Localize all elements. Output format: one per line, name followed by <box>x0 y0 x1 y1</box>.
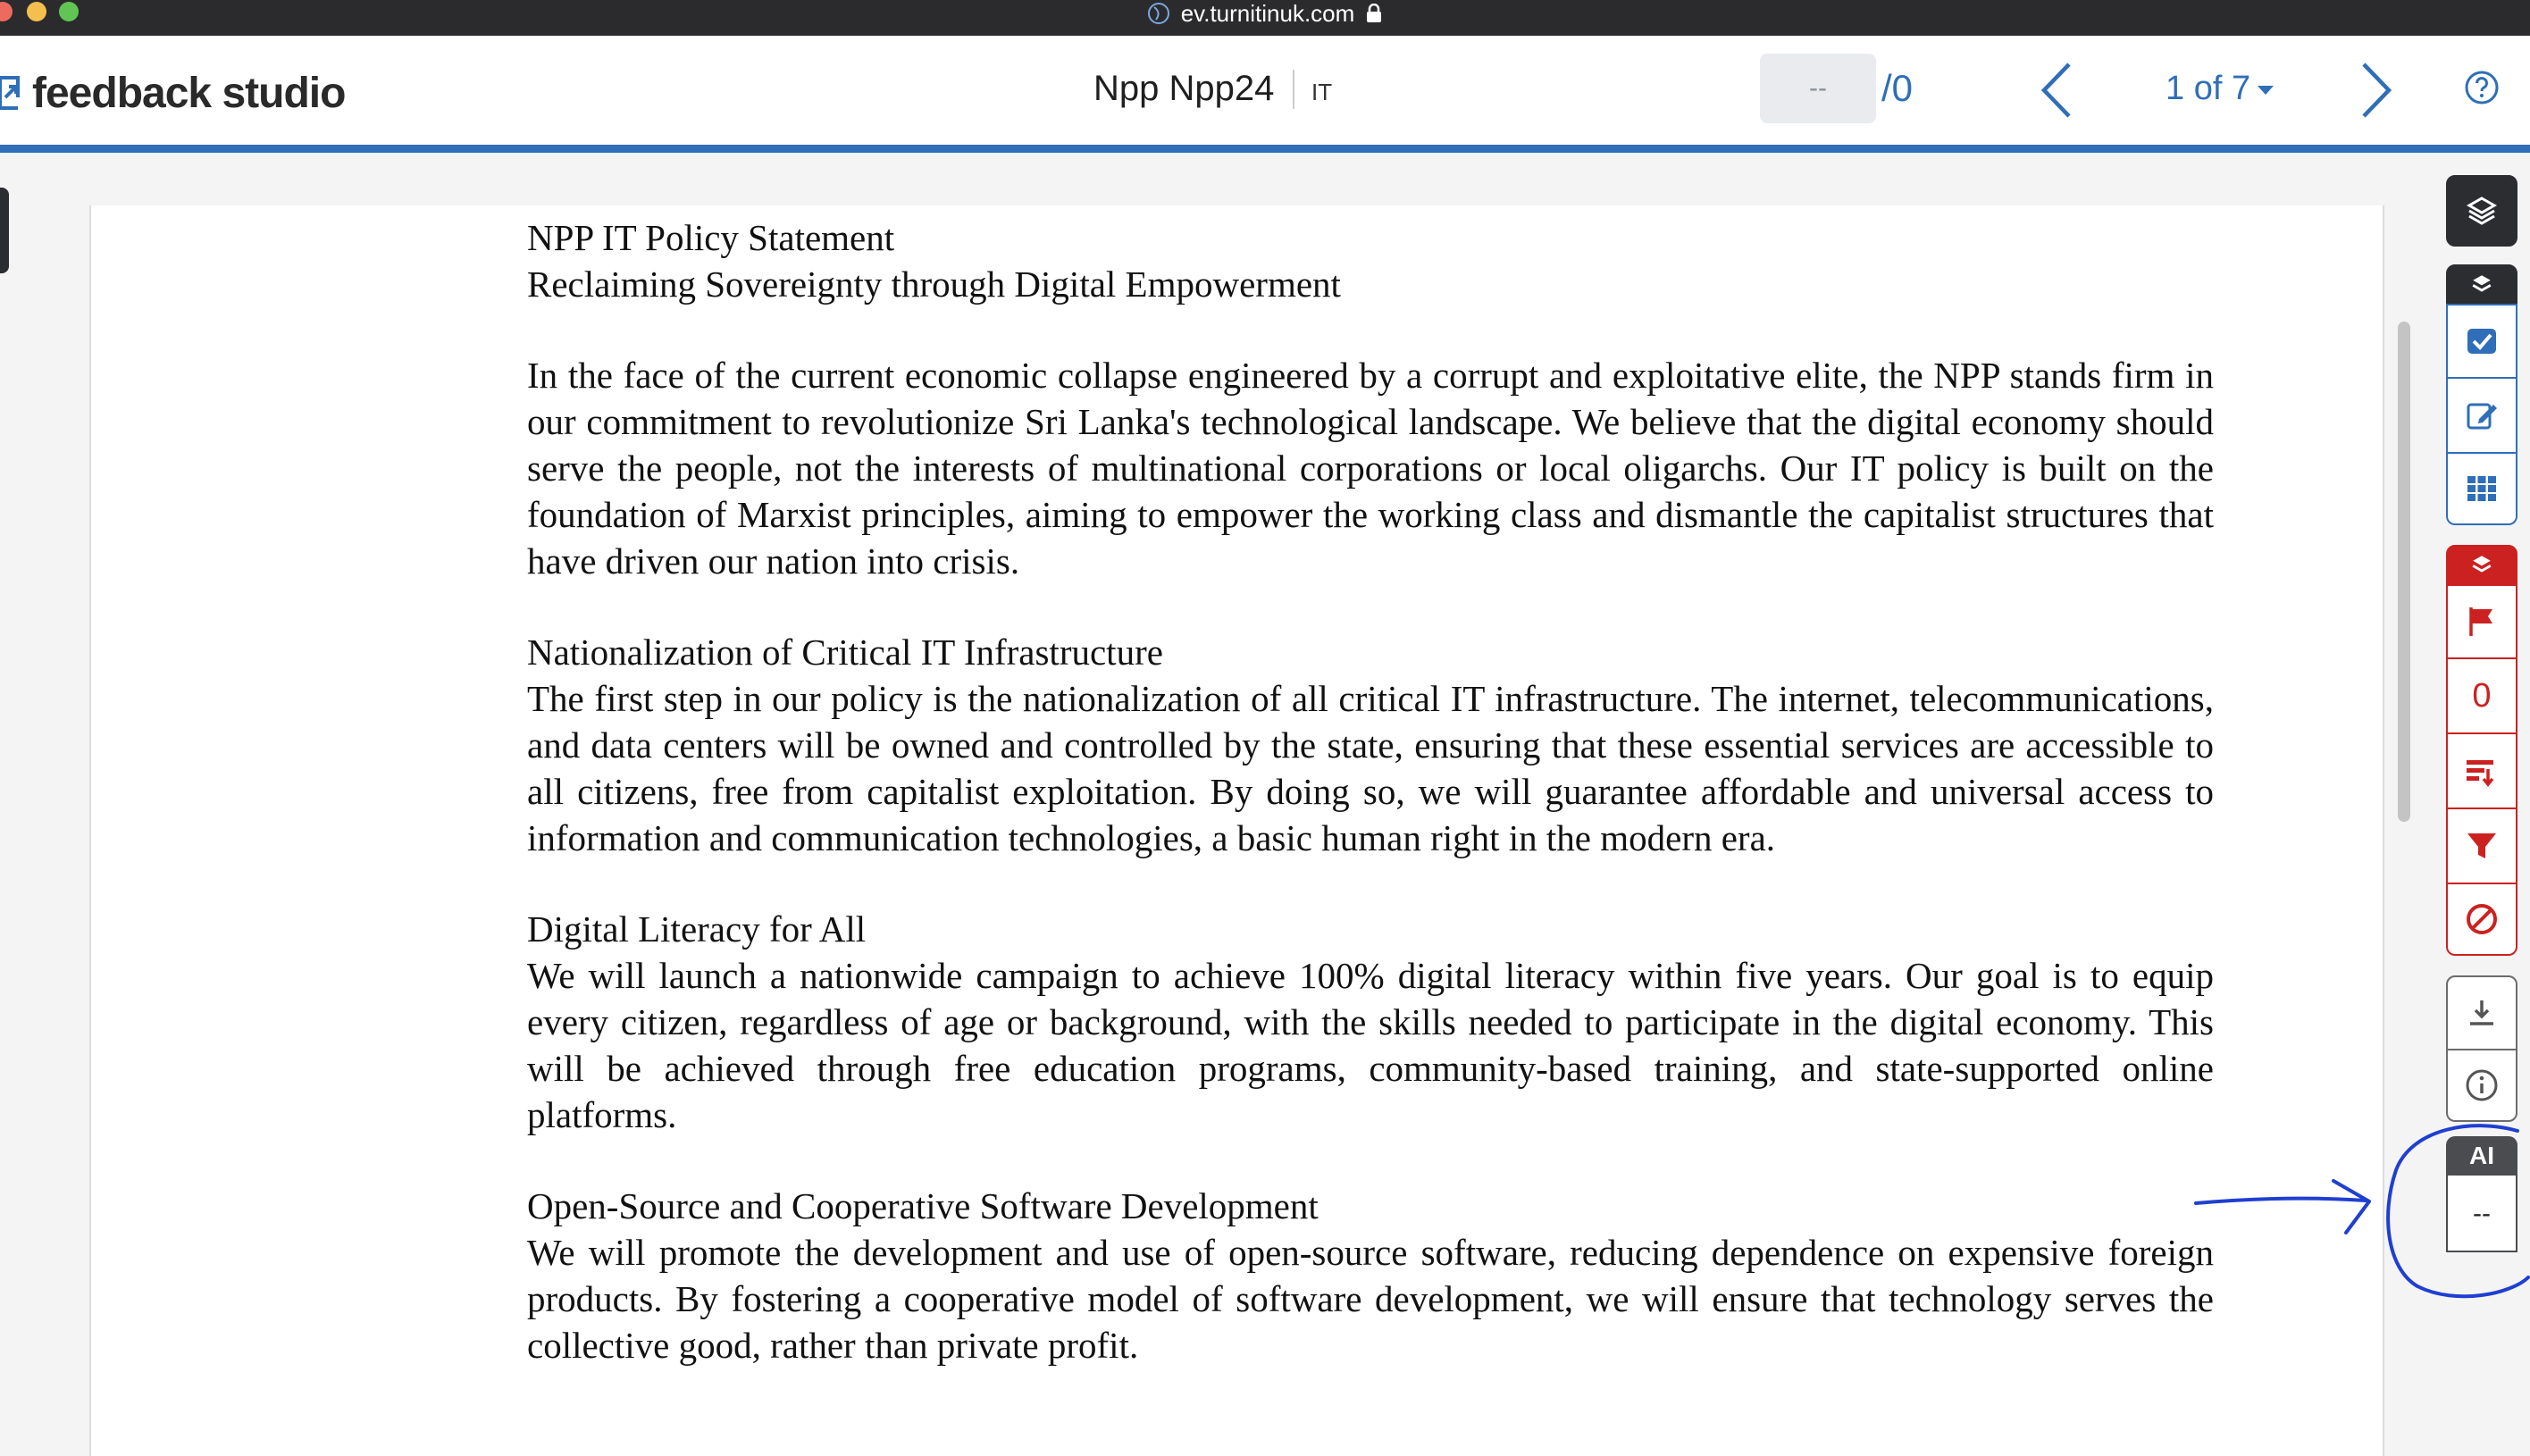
ai-writing-label[interactable]: AI <box>2446 1136 2517 1176</box>
chevron-down-icon <box>2258 86 2274 95</box>
logo-mark-icon <box>0 71 27 115</box>
next-paper-chevron-right-icon[interactable] <box>2357 59 2396 121</box>
excluded-sources-button[interactable] <box>2446 884 2517 956</box>
intro-paragraph: In the face of the current economic collapse engineered by a corrupt and exploitative elite, the NPP stands firm in our commitment to revolutionize Sri Lanka's technological landscape. We believe that the digital economy should serve the people, not the interests of multinational corporations or local oligarchs. Our IT policy is built on the foundation of Marxist principles, aiming to empower the working class and dismantle the capitalist structures that have driven our nation into crisis. <box>527 355 2214 582</box>
section-title: Open-Source and Cooperative Software Development <box>527 1185 1319 1226</box>
edit-icon <box>2464 397 2500 433</box>
grading-check-button[interactable] <box>2446 304 2517 379</box>
section-title: Nationalization of Critical IT Infrastructure <box>527 632 1163 673</box>
title-divider <box>1293 70 1294 109</box>
feedback-studio-logo[interactable] <box>0 66 345 120</box>
similarity-layer-header <box>2446 545 2517 584</box>
browser-title-bar <box>0 0 2530 36</box>
grading-layer-header <box>2446 264 2517 304</box>
grade-total: /0 <box>1881 67 1914 109</box>
document-subheading: Reclaiming Sovereignty through Digital Empowerment <box>527 264 1341 305</box>
address-bar[interactable] <box>0 0 2530 27</box>
previous-paper-chevron-left-icon[interactable] <box>2037 59 2076 121</box>
flag-icon <box>2464 604 2500 640</box>
scrollbar-thumb[interactable] <box>2398 322 2410 822</box>
flags-button[interactable] <box>2446 584 2517 659</box>
similarity-count-button[interactable] <box>2446 659 2517 734</box>
filter-button[interactable] <box>2446 809 2517 884</box>
similarity-count: 0 <box>2472 676 2492 715</box>
grid-icon <box>2464 471 2500 506</box>
paper-selector-label: 1 of 7 <box>2166 70 2251 107</box>
layers-icon <box>2464 193 2500 229</box>
lock-icon <box>1365 4 1383 23</box>
section-body: We will launch a nationwide campaign to achieve 100% digital literacy within five years. Our goal is to equip every citizen, regardless of age or background, with the skills needed to participate in the digital economy. This will be achieved through free education programs, community-based training, and state-supported online platforms. <box>527 955 2214 1135</box>
document-title: Npp Npp24 <box>1093 69 1275 108</box>
left-panel-toggle[interactable] <box>0 188 9 273</box>
help-icon[interactable] <box>2464 70 2500 105</box>
site-icon <box>1147 2 1170 25</box>
ai-writing-score[interactable]: -- <box>2446 1176 2517 1252</box>
document-heading: NPP IT Policy Statement <box>527 217 895 258</box>
prohibited-icon <box>2464 901 2500 937</box>
layers-icon <box>2469 552 2494 577</box>
download-button[interactable] <box>2446 975 2517 1050</box>
assignment-tag: IT <box>1311 79 1333 105</box>
url-text: ev.turnitinuk.com <box>1180 0 1355 28</box>
filter-icon <box>2464 828 2500 864</box>
layers-button[interactable] <box>2446 175 2517 247</box>
feedback-summary-button[interactable] <box>2446 379 2517 454</box>
section-body: The first step in our policy is the nationalization of all critical IT infrastructure. The internet, telecommunications, and data centers will be owned and controlled by the state, ensuring that these essential services are accessible to all citizens, free from capitalist exploitation. By doing so, we will guarantee affordable and universal access to information and communication technologies, a basic human right in the modern era. <box>527 678 2214 858</box>
rubric-button[interactable] <box>2446 454 2517 525</box>
layers-icon <box>2469 272 2494 297</box>
match-overview-button[interactable] <box>2446 734 2517 809</box>
header-divider <box>0 145 2530 153</box>
paper-selector-dropdown[interactable] <box>2166 68 2274 109</box>
submission-info-button[interactable] <box>2446 1050 2517 1122</box>
checkbox-icon <box>2464 323 2500 359</box>
info-icon <box>2464 1067 2500 1103</box>
grade-input[interactable]: -- <box>1760 54 1876 123</box>
document-text <box>527 214 2214 1368</box>
logo-text: feedback studio <box>32 69 346 117</box>
download-icon <box>2464 995 2500 1031</box>
section-body: We will promote the development and use of open-source software, reducing dependence on expensive foreign products. By fostering a cooperative model of software development, we will ensure that technology serves the collective good, rather than private profit. <box>527 1232 2214 1366</box>
section-title: Digital Literacy for All <box>527 908 867 950</box>
sort-bars-icon <box>2464 753 2500 789</box>
app-header <box>0 36 2530 145</box>
